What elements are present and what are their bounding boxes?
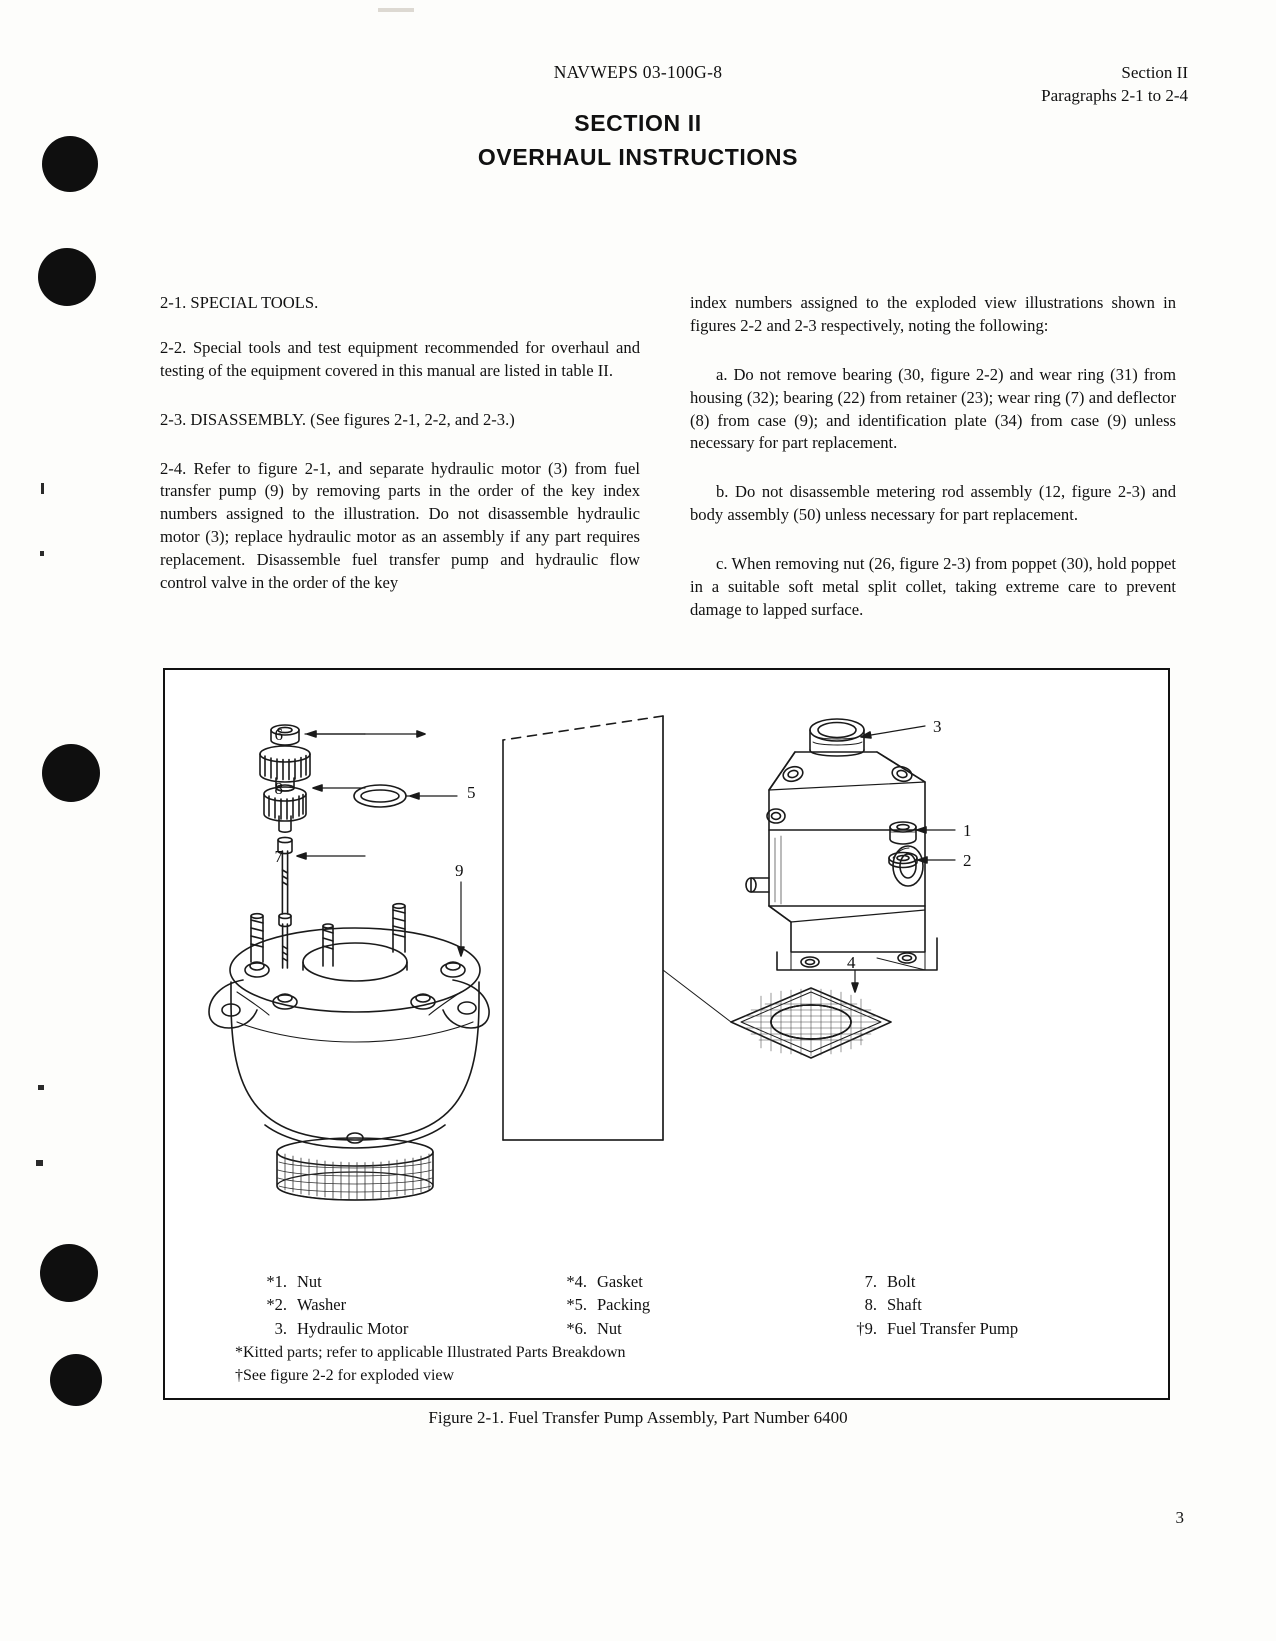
legend-item-9: [825, 1317, 1125, 1340]
callout-4: 4: [847, 953, 856, 972]
section-label: Section II: [1121, 63, 1188, 82]
hole-punch-3: [42, 744, 100, 802]
hole-punch-5: [50, 1354, 102, 1406]
legend-item-2: [235, 1293, 535, 1316]
legend-item-4: [535, 1270, 825, 1293]
figure-legend: [235, 1270, 1135, 1340]
right-column: [690, 292, 1176, 648]
page-number: 3: [1175, 1508, 1184, 1527]
paragraph-item-a: a. Do not remove bearing (30, figure 2-2) and wear ring (31) from housing (32); bearing (22) from retainer (23); wear ring (7) and deflector (8) from case (9); and identification plate (34) from case (9) unless necessary for part replacement.: [690, 364, 1176, 453]
legend-row: [235, 1317, 1135, 1340]
callout-7: 7: [274, 847, 283, 866]
callout-1: 1: [963, 821, 972, 840]
legend-number: *5.: [566, 1295, 587, 1315]
legend-item-1: [235, 1270, 535, 1293]
legend-item-5: [535, 1293, 825, 1316]
stray-mark: [40, 551, 44, 556]
callout-8: 8: [274, 779, 283, 798]
callout-2: 2: [963, 851, 972, 870]
legend-label: Hydraulic Motor: [297, 1318, 409, 1338]
stray-mark: [38, 1085, 44, 1090]
legend-label: Bolt: [887, 1272, 916, 1291]
legend-number: †9.: [856, 1318, 877, 1338]
figure-footnotes: [235, 1342, 626, 1387]
legend-number: *1.: [266, 1272, 287, 1291]
legend-label: Nut: [297, 1272, 322, 1291]
legend-number: *6.: [566, 1318, 587, 1338]
figure-caption: Figure 2-1. Fuel Transfer Pump Assembly, Part Number 6400: [428, 1408, 848, 1427]
stray-mark: [41, 483, 44, 494]
legend-number: *4.: [566, 1272, 587, 1291]
legend-label: Nut: [597, 1318, 622, 1338]
paragraph-range: Paragraphs 2-1 to 2-4: [1041, 85, 1188, 105]
footnote-exploded-view: †See figure 2-2 for exploded view: [235, 1366, 455, 1384]
legend-label: Washer: [297, 1295, 347, 1315]
legend-item-6: [535, 1317, 825, 1340]
stray-mark: [36, 1160, 43, 1166]
legend-item-3: [235, 1317, 535, 1340]
callout-5: 5: [467, 783, 476, 802]
paragraph-2-4: 2-4. Refer to figure 2-1, and separate hydraulic motor (3) from fuel transfer pump (9) by removing parts in the order of the key index numbers assigned to the illustration. Do not disassemble hydraulic motor (3); replace hydraulic motor as an assembly if any part requires replacement. Disassemble fuel transfer pump and hydraulic flow control valve in the order of the key: [160, 458, 640, 593]
footnote-kitted-parts: *Kitted parts; refer to applicable Illustrated Parts Breakdown: [235, 1344, 626, 1361]
legend-number: *2.: [266, 1295, 287, 1315]
paragraph-item-b: b. Do not disassemble metering rod assembly (12, figure 2-3) and body assembly (50) unless necessary for part replacement.: [690, 482, 1176, 525]
paragraph-2-1: 2-1. SPECIAL TOOLS.: [160, 293, 319, 312]
hole-punch-2: [38, 248, 96, 306]
paragraph-item-c: c. When removing nut (26, figure 2-3) from poppet (30), hold poppet in a suitable soft metal split collet, taking extreme care to prevent damage to lapped surface.: [690, 554, 1176, 619]
legend-label: Gasket: [597, 1272, 643, 1291]
left-column: [160, 292, 640, 621]
paragraph-2-2: 2-2. Special tools and test equipment recommended for overhaul and testing of the equipment covered in this manual are listed in table II.: [160, 337, 640, 380]
callout-3: 3: [933, 717, 942, 736]
legend-label: Packing: [597, 1295, 651, 1315]
legend-label: Fuel Transfer Pump: [887, 1318, 1019, 1338]
figure-box: [163, 668, 1170, 1400]
fuel-transfer-pump-assembly-illustration: [165, 670, 1168, 1250]
legend-number: 3.: [274, 1318, 287, 1338]
callout-9: 9: [455, 861, 464, 880]
hole-punch-4: [40, 1244, 98, 1302]
legend-item-7: [825, 1270, 1125, 1293]
section-title: SECTION II: [574, 110, 702, 136]
section-subtitle: OVERHAUL INSTRUCTIONS: [477, 144, 799, 170]
legend-item-8: [825, 1293, 1125, 1316]
legend-number: 7.: [864, 1272, 877, 1291]
legend-row: [235, 1293, 1135, 1316]
paragraph-2-4-cont: index numbers assigned to the exploded view illustrations shown in figures 2-2 and 2-3 respectively, noting the following:: [690, 293, 1176, 335]
legend-label: Shaft: [887, 1295, 922, 1315]
legend-row: [235, 1270, 1135, 1293]
callout-6: 6: [274, 725, 283, 744]
stray-mark: [378, 8, 414, 12]
document-number: NAVWEPS 03-100G-8: [553, 62, 723, 82]
paragraph-2-3: 2-3. DISASSEMBLY. (See figures 2-1, 2-2, and 2-3.): [160, 409, 515, 429]
legend-number: 8.: [864, 1295, 877, 1315]
header-right-block: [1041, 62, 1188, 108]
